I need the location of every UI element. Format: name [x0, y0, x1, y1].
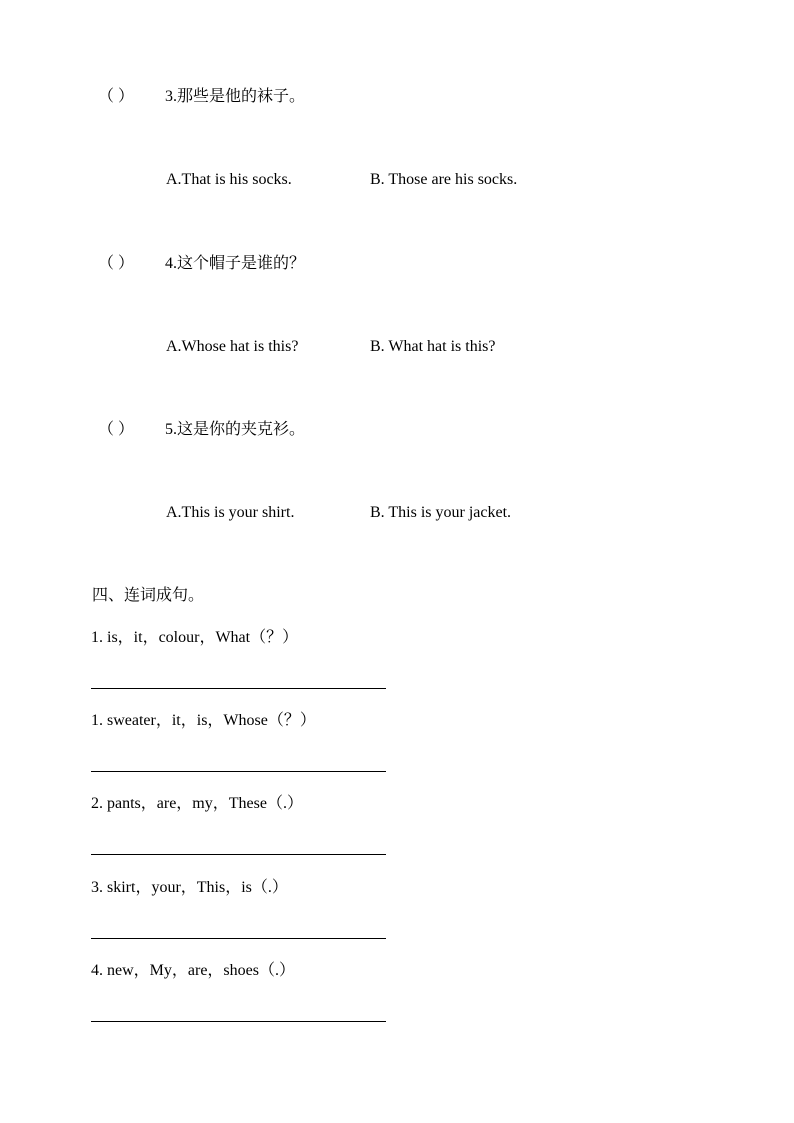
ordering-item-1: 1. is，it，colour，What（？） — [91, 629, 299, 646]
option-b-q5: B. This is your jacket. — [370, 504, 512, 521]
option-a-q4: A.Whose hat is this? — [166, 338, 299, 355]
option-b-q4: B. What hat is this? — [370, 338, 496, 355]
option-a-q3: A.That is his socks. — [166, 171, 292, 188]
answer-line-2[interactable] — [91, 771, 386, 772]
answer-line-5[interactable] — [91, 1021, 386, 1022]
question-stem-q5: 5.这是你的夹克衫。 — [165, 421, 306, 438]
ordering-item-5: 4. new，My，are，shoes（.） — [91, 962, 295, 979]
option-a-q5: A.This is your shirt. — [166, 504, 295, 521]
option-b-q3: B. Those are his socks. — [370, 171, 518, 188]
ordering-item-4: 3. skirt，your，This，is（.） — [91, 879, 288, 896]
answer-paren-q3[interactable]: （ ） — [98, 88, 135, 105]
answer-line-4[interactable] — [91, 938, 386, 939]
answer-line-1[interactable] — [91, 688, 386, 689]
question-stem-q4: 4.这个帽子是谁的？ — [165, 255, 306, 272]
ordering-item-3: 2. pants，are，my，These（.） — [91, 795, 303, 812]
answer-paren-q4[interactable]: （ ） — [98, 255, 135, 272]
section-heading: 四、连词成句。 — [92, 587, 205, 604]
question-stem-q3: 3.那些是他的袜子。 — [165, 88, 306, 105]
answer-paren-q5[interactable]: （ ） — [98, 421, 135, 438]
answer-line-3[interactable] — [91, 854, 386, 855]
ordering-item-2: 1. sweater，it，is，Whose（？） — [91, 712, 316, 729]
